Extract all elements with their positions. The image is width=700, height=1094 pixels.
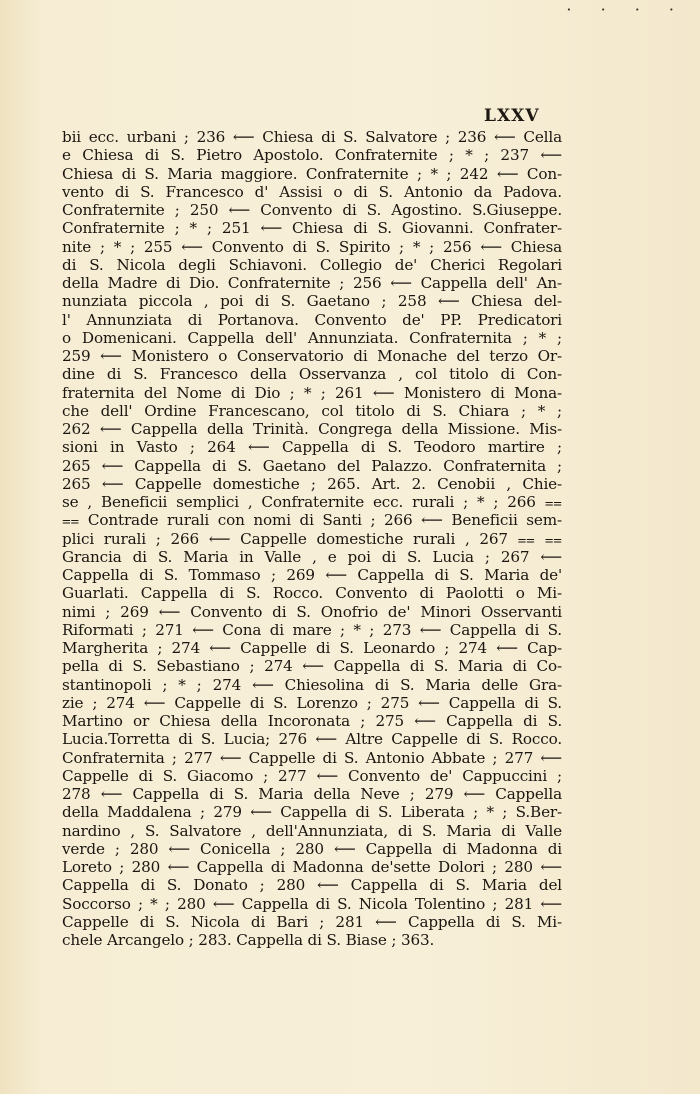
text-line: 265 ⟵ Cappella di S. Gaetano del Palazzo. Confraternita ; xyxy=(62,456,562,475)
text-line: Confraternita ; 277 ⟵ Cappelle di S. Antonio Abbate ; 277 ⟵ xyxy=(62,748,562,767)
text-line: Lucia.Torretta di S. Lucia; 276 ⟵ Altre Cappelle di S. Rocco. xyxy=(62,730,562,749)
text-line: di S. Nicola degli Schiavoni. Collegio de' Cherici Regolari xyxy=(62,255,562,274)
text-line: o Domenicani. Cappella dell' Annunziata. Confraternita ; * ; xyxy=(62,328,562,347)
text-line: Martino or Chiesa della Incoronata ; 275 ⟵ Cappella di S. xyxy=(62,712,562,730)
text-line: dine di S. Francesco della Osservanza , col titolo di Con- xyxy=(62,365,562,384)
text-line: bii ecc. urbani ; 236 ⟵ Chiesa di S. Salvatore ; 236 ⟵ Cella xyxy=(62,128,562,146)
text-line: Cappella di S. Tommaso ; 269 ⟵ Cappella di S. Maria de' xyxy=(62,566,562,584)
text-line: Grancia di S. Maria in Valle , e poi di S. Lucia ; 267 ⟵ xyxy=(62,547,562,566)
text-line: l' Annunziata di Portanova. Convento de' PP. Predicatori xyxy=(62,310,562,329)
text-line: sioni in Vasto ; 264 ⟵ Cappella di S. Teodoro martire ; xyxy=(62,438,562,457)
text-line: 265 ⟵ Cappelle domestiche ; 265. Art. 2. Cenobii , Chie- xyxy=(62,474,562,493)
corner-mark: · · · · xyxy=(566,0,686,19)
text-line: 278 ⟵ Cappella di S. Maria della Neve ; 279 ⟵ Cappella xyxy=(62,785,562,803)
text-line: vento di S. Francesco d' Assisi o di S. Antonio da Padova. xyxy=(62,182,562,201)
text-line: zie ; 274 ⟵ Cappelle di S. Lorenzo ; 275 ⟵ Cappella di S. xyxy=(62,693,562,712)
text-line: Riformati ; 271 ⟵ Cona di mare ; * ; 273 ⟵ Cappella di S. xyxy=(62,620,562,639)
text-line: Cappelle di S. Nicola di Bari ; 281 ⟵ Cappella di S. Mi- xyxy=(62,912,562,931)
text-line: nardino , S. Salvatore , dell'Annunziata, di S. Maria di Valle xyxy=(62,821,562,840)
text-line: se , Beneficii semplici , Confraternite ecc. rurali ; * ; 266 ⩵ xyxy=(62,493,562,511)
text-line: stantinopoli ; * ; 274 ⟵ Chiesolina di S. Maria delle Gra- xyxy=(62,675,562,694)
text-line: 259 ⟵ Monistero o Conservatorio di Monache del terzo Or- xyxy=(62,347,562,365)
text-line: Confraternite ; * ; 251 ⟵ Chiesa di S. Giovanni. Confrater- xyxy=(62,219,562,238)
text-line: che dell' Ordine Francescano, col titolo di S. Chiara ; * ; xyxy=(62,401,562,420)
text-line: chele Arcangelo ; 283. Cappella di S. Biase ; 363. xyxy=(62,931,435,949)
text-line: Cappella di S. Donato ; 280 ⟵ Cappella di S. Maria del xyxy=(62,876,562,895)
text-line: fraternita del Nome di Dio ; * ; 261 ⟵ Monistero di Mona- xyxy=(62,383,562,402)
text-line: Loreto ; 280 ⟵ Cappella di Madonna de'sette Dolori ; 280 ⟵ xyxy=(62,858,562,876)
text-line: della Madre di Dio. Confraternite ; 256 ⟵ Cappella dell' An- xyxy=(62,274,562,292)
page-number-header: LXXV xyxy=(484,106,540,126)
text-line: Soccorso ; * ; 280 ⟵ Cappella di S. Nicola Tolentino ; 281 ⟵ xyxy=(62,894,562,913)
text-line: nimi ; 269 ⟵ Convento di S. Onofrio de' Minori Osservanti xyxy=(62,602,562,621)
text-line: Margherita ; 274 ⟵ Cappelle di S. Leonardo ; 274 ⟵ Cap- xyxy=(62,639,562,657)
text-line: pella di S. Sebastiano ; 274 ⟵ Cappella di S. Maria di Co- xyxy=(62,657,562,676)
text-line: Chiesa di S. Maria maggiore. Confraternite ; * ; 242 ⟵ Con- xyxy=(62,164,562,183)
text-line: Guarlati. Cappella di S. Rocco. Convento di Paolotti o Mi- xyxy=(62,584,562,603)
index-text-block xyxy=(62,128,562,949)
text-line: ⩵ Contrade rurali con nomi di Santi ; 266 ⟵ Beneficii sem- xyxy=(62,511,562,530)
text-line: della Maddalena ; 279 ⟵ Cappella di S. Liberata ; * ; S.Ber- xyxy=(62,803,562,822)
text-line: Confraternite ; 250 ⟵ Convento di S. Agostino. S.Giuseppe. xyxy=(62,201,562,219)
text-line: verde ; 280 ⟵ Conicella ; 280 ⟵ Cappella di Madonna di xyxy=(62,839,562,858)
text-line: 262 ⟵ Cappella della Trinità. Congrega della Missione. Mis- xyxy=(62,420,562,438)
text-line: plici rurali ; 266 ⟵ Cappelle domestiche rurali , 267 ⩵ ⩵ xyxy=(62,529,562,548)
text-line: nite ; * ; 255 ⟵ Convento di S. Spirito ; * ; 256 ⟵ Chiesa xyxy=(62,237,562,256)
text-line: Cappelle di S. Giacomo ; 277 ⟵ Convento de' Cappuccini ; xyxy=(62,766,562,785)
text-line: nunziata piccola , poi di S. Gaetano ; 258 ⟵ Chiesa del- xyxy=(62,292,562,311)
text-line: e Chiesa di S. Pietro Apostolo. Confraternite ; * ; 237 ⟵ xyxy=(62,146,562,165)
